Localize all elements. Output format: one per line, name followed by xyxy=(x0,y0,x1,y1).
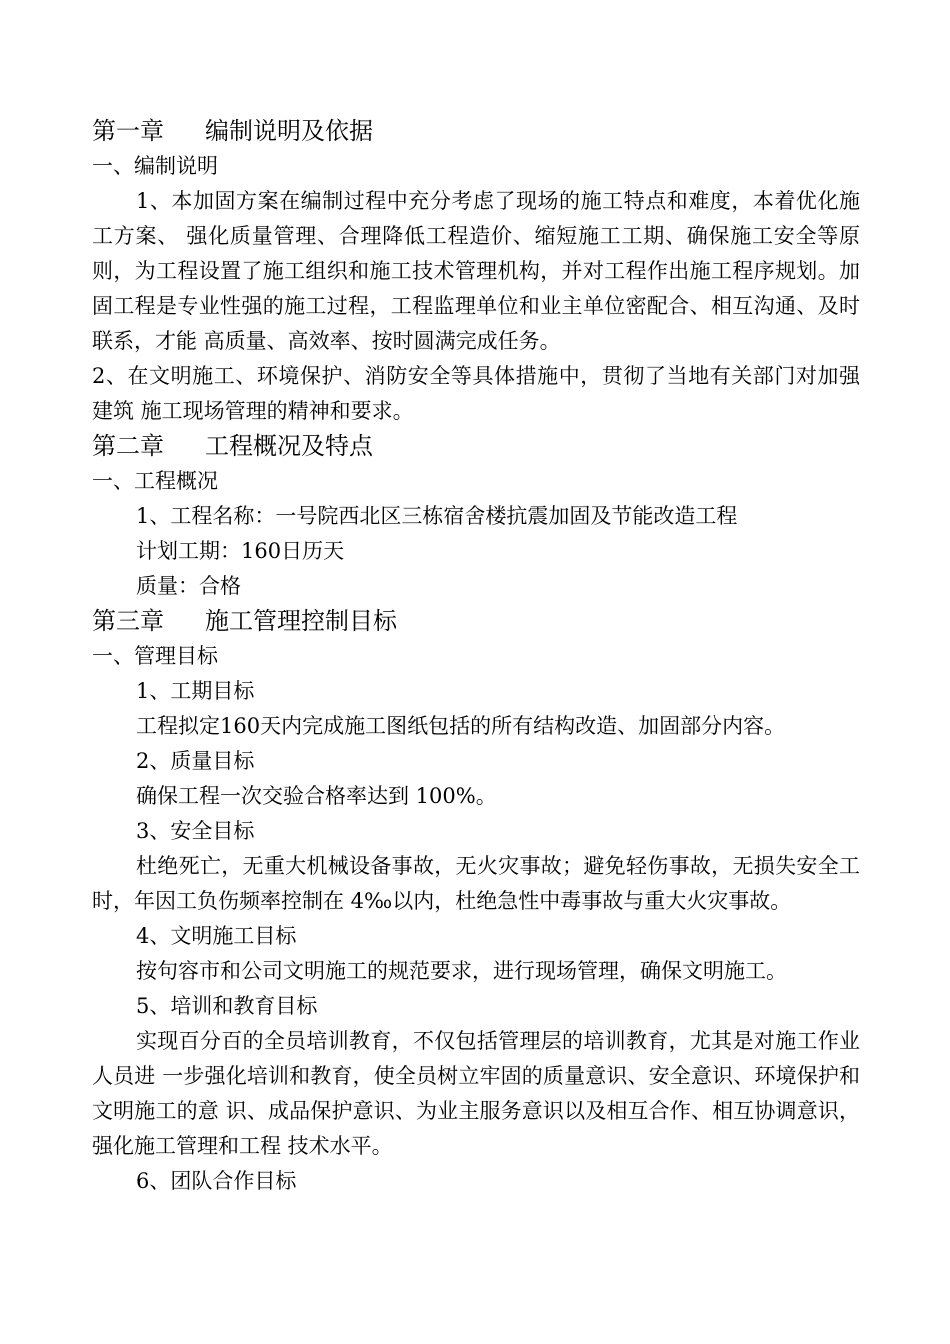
project-quality-line: 质量：合格 xyxy=(136,574,241,598)
training-goal-text: 实现百分百的全员培训教育，不仅包括管理层的培训教育，尤其是对施工作业人员进 一步强化培训和教育，使全员树立牢固的质量意识、安全意识、环境保护和文明施工的意 识、成品保护意识、为业主服务意识以及相互合作、相互协调意识，强化施工管理和工程 技术水平。 xyxy=(92,1029,860,1158)
schedule-goal-title: 1、工期目标 xyxy=(136,679,255,703)
chapter-1-section-heading: 一、编制说明 xyxy=(92,154,218,178)
chapter-1-number: 第一章 xyxy=(92,117,164,145)
chapter-3-section-heading: 一、管理目标 xyxy=(92,644,218,668)
project-duration-line: 计划工期：160日历天 xyxy=(136,539,345,563)
civilized-construction-goal-title: 4、文明施工目标 xyxy=(136,924,297,948)
project-name-line: 1、工程名称：一号院西北区三栋宿舍楼抗震加固及节能改造工程 xyxy=(136,504,738,528)
chapter-2-heading xyxy=(92,429,860,464)
chapter-1-title: 编制说明及依据 xyxy=(205,117,373,145)
chapter-1-paragraph-1: 1、本加固方案在编制过程中充分考虑了现场的施工特点和难度，本着优化施工方案、 强化质量管理、合理降低工程造价、缩短施工工期、确保施工安全等原则，为工程设置了施工组织和施工技术管理机构，并对工程作出施工程序规划。加固工程是专业性强的施工过程，工程监理单位和业主单位密配合、相互沟通、及时联系，才能 高质量、高效率、按时圆满完成任务。 xyxy=(92,189,860,353)
chapter-3-number: 第三章 xyxy=(92,607,164,635)
schedule-goal-text: 工程拟定160天内完成施工图纸包括的所有结构改造、加固部分内容。 xyxy=(136,714,786,738)
chapter-3-title: 施工管理控制目标 xyxy=(205,607,397,635)
quality-goal-title: 2、质量目标 xyxy=(136,749,255,773)
chapter-3-heading xyxy=(92,604,860,639)
training-goal-title: 5、培训和教育目标 xyxy=(136,994,318,1018)
teamwork-goal-title: 6、团队合作目标 xyxy=(136,1169,297,1193)
civilized-construction-goal-text: 按句容市和公司文明施工的规范要求，进行现场管理，确保文明施工。 xyxy=(136,959,787,983)
document-body xyxy=(92,114,860,1199)
chapter-2-number: 第二章 xyxy=(92,432,164,460)
chapter-2-title: 工程概况及特点 xyxy=(205,432,373,460)
chapter-1-paragraph-2: 2、在文明施工、环境保护、消防安全等具体措施中，贯彻了当地有关部门对加强建筑 施工现场管理的精神和要求。 xyxy=(92,364,860,423)
safety-goal-title: 3、安全目标 xyxy=(136,819,255,843)
chapter-1-heading xyxy=(92,114,860,149)
chapter-2-section-heading: 一、工程概况 xyxy=(92,469,218,493)
quality-goal-text: 确保工程一次交验合格率达到 100%。 xyxy=(136,784,497,808)
safety-goal-text: 杜绝死亡，无重大机械设备事故，无火灾事故；避免轻伤事故，无损失安全工时，年因工负伤频率控制在 4‰以内，杜绝急性中毒事故与重大火灾事故。 xyxy=(92,854,860,913)
